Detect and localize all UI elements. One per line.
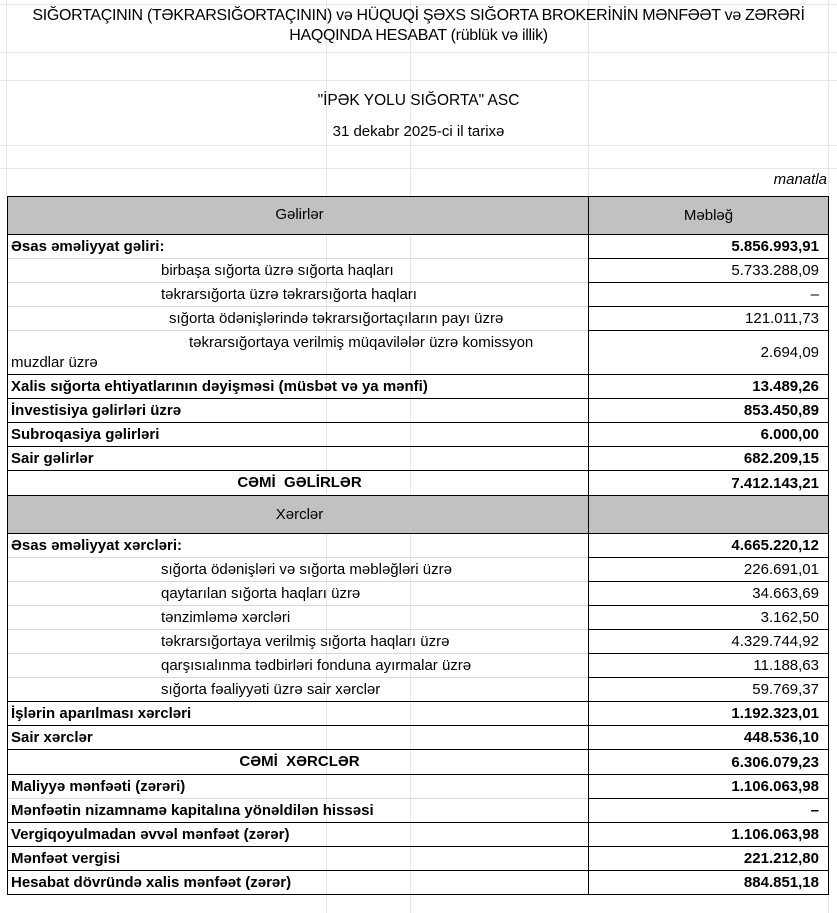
table-row [8,282,828,306]
row-label: Əsas əməliyyat xərcləri: [8,533,588,557]
row-value: 34.663,69 [588,581,828,605]
company-name: "İPƏK YOLU SIĞORTA" ASC [317,92,520,109]
row-label: Əsas əməliyyat gəliri: [8,234,588,258]
expense-amount-header [588,495,828,533]
total-expense-row [8,749,828,774]
total-income-row [8,470,828,495]
report-table [7,196,829,895]
gridline-horizontal [0,145,837,146]
row-label: Sair xərclər [8,725,588,749]
row-value: 221.212,80 [588,846,828,870]
row-label: CƏMİ XƏRCLƏR [8,749,588,774]
row-label: təkrarsığorta üzrə təkrarsığorta haqları [8,282,588,306]
row-label: Xalis sığorta ehtiyatlarının dəyişməsi (müsbət və ya mənfi) [8,374,588,398]
row-value: 1.106.063,98 [588,774,828,798]
row-value: 448.536,10 [588,725,828,749]
gridline-horizontal [0,80,837,81]
row-value: 6.306.079,23 [588,749,828,774]
row-value: 4.329.744,92 [588,629,828,653]
table-row [8,557,828,581]
row-value: 5.733.288,09 [588,258,828,282]
table-row [8,374,828,398]
row-label: Sair gəlirlər [8,446,588,470]
income-section-header-row [8,197,828,234]
row-value: 4.665.220,12 [588,533,828,557]
row-label: sığorta ödənişləri və sığorta məbləğləri üzrə [8,557,588,581]
table-row [8,533,828,557]
gridline-horizontal [0,52,837,53]
table-row [8,258,828,282]
table-row [8,422,828,446]
row-label: İşlərin aparılması xərcləri [8,701,588,725]
table-row [8,846,828,870]
row-label: Maliyyə mənfəəti (zərəri) [8,774,588,798]
row-value: 226.691,01 [588,557,828,581]
row-label: Subroqasiya gəlirləri [8,422,588,446]
row-label: Vergiqoyulmadan əvvəl mənfəət (zərər) [8,822,588,846]
table-row [8,629,828,653]
table-row [8,822,828,846]
table-row [8,330,828,374]
expense-section-header-row [8,495,828,533]
row-value: 11.188,63 [588,653,828,677]
row-value: 3.162,50 [588,605,828,629]
expense-section-title: Xərclər [8,495,588,533]
table-row [8,677,828,701]
row-value: – [588,798,828,822]
row-value: 13.489,26 [588,374,828,398]
table-row [8,798,828,822]
table-row [8,701,828,725]
row-label: birbaşa sığorta üzrə sığorta haqları [8,258,588,282]
row-value: 884.851,18 [588,870,828,894]
table-row [8,234,828,258]
row-value: 853.450,89 [588,398,828,422]
row-label: sığorta fəaliyyəti üzrə sair xərclər [8,677,588,701]
row-value: 5.856.993,91 [588,234,828,258]
row-label: sığorta ödənişlərində təkrarsığortaçıların payı üzrə [8,306,588,330]
row-value: – [588,282,828,306]
row-value: 1.192.323,01 [588,701,828,725]
table-row [8,306,828,330]
page-title-line2: HAQQINDA HESABAT (rüblük və illik) [289,27,548,44]
table-row [8,581,828,605]
row-value: 59.769,37 [588,677,828,701]
page-title [0,6,837,46]
table-row [8,653,828,677]
gridline-horizontal [0,4,837,5]
table-row [8,446,828,470]
row-label: İnvestisiya gəlirləri üzrə [8,398,588,422]
row-label: tənzimləmə xərcləri [8,605,588,629]
table-row [8,774,828,798]
row-label: Hesabat dövründə xalis mənfəət (zərər) [8,870,588,894]
row-label: qarşısıalınma tədbirləri fonduna ayırmalar üzrə [8,653,588,677]
row-value: 6.000,00 [588,422,828,446]
row-label: qaytarılan sığorta haqları üzrə [8,581,588,605]
table-row [8,725,828,749]
row-value: 121.011,73 [588,306,828,330]
row-value: 682.209,15 [588,446,828,470]
amount-column-header: Məbləğ [588,197,828,234]
page-title-line1: SIĞORTAÇININ (TƏKRARSIĞORTAÇININ) və HÜQUQİ ŞƏXS SIĞORTA BROKERİNİN MƏNFƏƏT və ZƏRƏRİ [32,7,805,24]
row-label: təkrarsığortaya verilmiş müqavilələr üzrə komissyon muzdlar üzrə [8,330,588,374]
row-label: CƏMİ GƏLİRLƏR [8,470,588,495]
gridline-horizontal [0,168,837,169]
row-label: Mənfəət vergisi [8,846,588,870]
row-label: təkrarsığortaya verilmiş sığorta haqları üzrə [8,629,588,653]
row-value: 2.694,09 [588,330,828,374]
table-row [8,605,828,629]
row-value: 1.106.063,98 [588,822,828,846]
table-row [8,398,828,422]
report-date: 31 dekabr 2025-ci il tarixə [332,123,505,140]
currency-note: manatla [773,171,827,188]
row-value: 7.412.143,21 [588,470,828,495]
row-label: Mənfəətin nizamnamə kapitalına yönəldilən hissəsi [8,798,588,822]
income-section-title: Gəlirlər [275,206,324,223]
table-row [8,870,828,894]
